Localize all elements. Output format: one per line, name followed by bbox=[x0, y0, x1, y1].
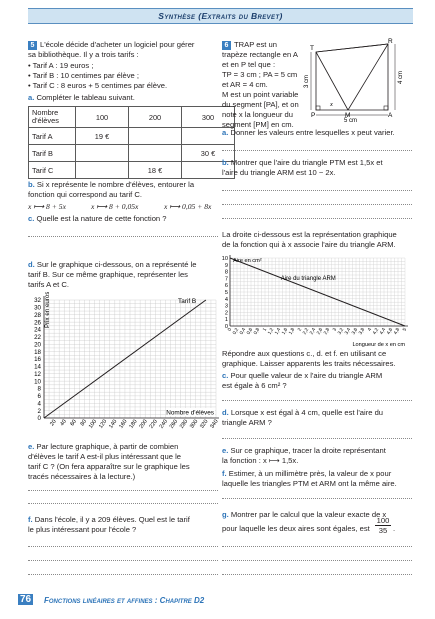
x-tick-label: 240 bbox=[158, 418, 170, 430]
ex6-question-c-1: c. Pour quelle valeur de x l'aire du triangle ARM bbox=[222, 371, 383, 380]
trapezoid-figure bbox=[302, 38, 410, 122]
fig-label-tp: 3 cm bbox=[304, 74, 310, 88]
y-tick-label: 32 bbox=[34, 297, 41, 305]
fig-label-t: T bbox=[310, 45, 314, 52]
ex5-question-e-3: tarif C ? (On fera apparaître sur le graphique les bbox=[28, 462, 190, 471]
fig-label-x: x bbox=[330, 101, 333, 108]
answer-line[interactable] bbox=[28, 574, 218, 575]
y-tick-label: 3 bbox=[224, 303, 228, 310]
x-tick-label: 3,4 bbox=[344, 327, 353, 336]
x-tick-label: 5 bbox=[402, 327, 409, 333]
fig-label-a: A bbox=[388, 112, 393, 119]
answer-line[interactable] bbox=[28, 560, 218, 561]
answer-line[interactable] bbox=[222, 546, 412, 547]
x-tick-label: 2,8 bbox=[323, 327, 332, 336]
table-cell: Nombre d'élèves bbox=[29, 107, 76, 128]
x-tick-label: 2,4 bbox=[309, 327, 318, 336]
ex5-question-e-1: e. Par lecture graphique, à partir de combien bbox=[28, 442, 179, 451]
table-row bbox=[29, 162, 235, 179]
table-cell: 100 bbox=[76, 107, 129, 128]
x-tick-label: 260 bbox=[168, 418, 180, 430]
fig-label-m: M bbox=[345, 112, 351, 119]
ex5-question-b-2: fonction qui correspond au tarif C. bbox=[28, 190, 142, 199]
y-tick-label: 12 bbox=[34, 370, 41, 378]
y-tick-label: 4 bbox=[224, 296, 228, 303]
table-row bbox=[29, 107, 235, 128]
y-tick-label: 16 bbox=[34, 356, 41, 364]
function-choice-3[interactable]: x ⟼ 0,05 + 8x bbox=[164, 202, 212, 211]
y-tick-label: 14 bbox=[34, 363, 41, 371]
ex6-question-e-1: e. Sur ce graphique, tracer la droite représentant bbox=[222, 446, 386, 455]
x-tick-label: 40 bbox=[59, 418, 68, 428]
fraction-denominator: 35 bbox=[378, 526, 388, 535]
y-tick-label: 2 bbox=[37, 407, 41, 415]
y-axis-label: Prix en euros bbox=[44, 292, 51, 328]
x-tick-label: 320 bbox=[199, 418, 210, 430]
answer-line[interactable] bbox=[28, 503, 218, 504]
x-tick-label: 180 bbox=[128, 418, 139, 430]
x-tick-label: 200 bbox=[138, 418, 149, 430]
x-tick-label: 160 bbox=[118, 418, 129, 430]
table-cell[interactable] bbox=[76, 162, 129, 179]
ex6-question-f-1: f. Estimer, à un millimètre près, la valeur de x pour bbox=[222, 469, 392, 478]
ex5-bullet-3: • Tarif C : 8 euros + 5 centimes par élève. bbox=[28, 81, 168, 90]
x-tick-label: 4,6 bbox=[386, 327, 395, 336]
y-tick-label: 24 bbox=[34, 326, 41, 334]
answer-line[interactable] bbox=[222, 190, 412, 191]
ex6-graph-intro-1: La droite ci-dessous est la représentation graphique bbox=[222, 230, 397, 239]
ex6-question-f-2: laquelle les triangles PTM et ARM ont la même aire. bbox=[222, 479, 397, 488]
x-tick-label: 4 bbox=[367, 327, 374, 333]
x-tick-label: 340 bbox=[209, 418, 220, 430]
ex6-text-8: note x la longueur du bbox=[222, 110, 293, 119]
x-tick-label: 60 bbox=[69, 418, 78, 428]
ex6-text-6: M est un point variable bbox=[222, 90, 299, 99]
ex5-question-c: c. Quelle est la nature de cette fonction ? bbox=[28, 214, 167, 223]
answer-line[interactable] bbox=[28, 490, 218, 491]
x-tick-label: 0,6 bbox=[246, 327, 255, 336]
tarif-table bbox=[28, 106, 235, 179]
fraction-numerator: 100 bbox=[376, 516, 390, 525]
ex6-graph-intro-2: de la fonction qui à x associe l'aire du triangle ARM. bbox=[222, 240, 396, 249]
table-cell: 300 bbox=[182, 107, 235, 128]
y-tick-label: 30 bbox=[34, 304, 41, 312]
table-cell: Tarif A bbox=[29, 128, 76, 145]
table-cell[interactable] bbox=[129, 128, 182, 145]
y-tick-label: 6 bbox=[224, 283, 228, 290]
y-tick-label: 6 bbox=[37, 393, 41, 401]
x-tick-label: 3,8 bbox=[358, 327, 367, 336]
x-tick-label: 0 bbox=[227, 327, 234, 333]
y-tick-label: 7 bbox=[224, 276, 228, 283]
ex6-question-g-2: pour laquelle les deux aires sont égales, est bbox=[222, 524, 370, 533]
fraction bbox=[375, 516, 391, 535]
ex5-question-d-2: tarif B. Sur ce même graphique, représenter les bbox=[28, 270, 188, 279]
ex5-question-a: a. Compléter le tableau suivant. bbox=[28, 93, 135, 102]
ex5-number: 5 bbox=[28, 41, 37, 50]
answer-line[interactable] bbox=[222, 218, 412, 219]
table-cell: 200 bbox=[129, 107, 182, 128]
ex6-text-7: du segment [PA], et on bbox=[222, 100, 299, 109]
answer-line[interactable] bbox=[222, 498, 412, 499]
y-tick-label: 26 bbox=[34, 319, 41, 327]
x-tick-label: 1,6 bbox=[281, 327, 290, 336]
fig-label-pa: 5 cm bbox=[344, 118, 358, 122]
ex6-question-b-2: l'aire du triangle ARM est 10 − 2x. bbox=[222, 168, 336, 177]
answer-line[interactable] bbox=[222, 438, 412, 439]
y-tick-label: 10 bbox=[221, 256, 228, 262]
x-tick-label: 0,4 bbox=[239, 327, 248, 336]
answer-line[interactable] bbox=[222, 574, 412, 575]
y-tick-label: 0 bbox=[37, 415, 41, 423]
answer-line[interactable] bbox=[222, 204, 412, 205]
answer-line[interactable] bbox=[222, 150, 412, 151]
y-tick-label: 20 bbox=[34, 341, 41, 349]
y-tick-label: 9 bbox=[224, 262, 228, 269]
ex5-question-b-1: b. Si x représente le nombre d'élèves, entourer la bbox=[28, 180, 195, 189]
tarif-b-label: Tarif B bbox=[178, 297, 197, 305]
y-tick-label: 4 bbox=[37, 400, 41, 408]
x-axis-label: Nombre d'élèves bbox=[166, 409, 214, 417]
area-graph[interactable] bbox=[220, 252, 416, 348]
tarif-graph[interactable] bbox=[26, 292, 222, 434]
x-tick-label: 2,6 bbox=[316, 327, 325, 336]
y-tick-label: 2 bbox=[224, 310, 228, 317]
x-tick-label: 140 bbox=[108, 418, 119, 430]
y-tick-label: 8 bbox=[224, 269, 228, 276]
ex5-intro-1: 5 L'école décide d'acheter un logiciel pour gérer bbox=[28, 40, 194, 50]
ex5-bullet-1: • Tarif A : 19 euros ; bbox=[28, 61, 94, 70]
footer-chapter: Fonctions linéaires et affines : Chapitre D2 bbox=[44, 596, 205, 605]
page-number: 76 bbox=[20, 594, 32, 605]
x-tick-label: 2 bbox=[297, 327, 304, 333]
ex6-text-2: trapèze rectangle en A bbox=[222, 50, 298, 59]
x-tick-label: 280 bbox=[179, 418, 190, 430]
table-row bbox=[29, 128, 235, 145]
ex5-question-e-4: tracés nécessaires à la lecture.) bbox=[28, 472, 136, 481]
table-cell: 18 € bbox=[129, 162, 182, 179]
ex6-question-e-2: la fonction : x ⟼ 1,5x. bbox=[222, 456, 299, 465]
x-tick-label: 0,8 bbox=[253, 327, 262, 336]
table-cell: Tarif C bbox=[29, 162, 76, 179]
ex6-text-1: 6 TRAP est un bbox=[222, 40, 277, 50]
x-tick-label: 300 bbox=[189, 418, 200, 430]
arm-line-label: Aire du triangle ARM bbox=[280, 275, 336, 282]
x-tick-label: 1,8 bbox=[288, 327, 297, 336]
x-tick-label: 0,2 bbox=[232, 327, 241, 336]
ex6-question-g-1: g. Montrer par le calcul que la valeur exacte de x bbox=[222, 510, 387, 519]
ex6-text-4: TP = 3 cm ; PA = 5 cm bbox=[222, 70, 298, 79]
y-tick-label: 8 bbox=[37, 385, 41, 393]
ex6-text-5: et AR = 4 cm. bbox=[222, 80, 268, 89]
x-tick-label: 20 bbox=[49, 418, 58, 428]
ex5-intro-2: sa bibliothèque. Il y a trois tarifs : bbox=[28, 50, 139, 59]
function-choice-1[interactable]: x ⟼ 8 + 5x bbox=[28, 202, 66, 211]
ex6-instructions-1: Répondre aux questions c., d. et f. en utilisant ce bbox=[222, 349, 387, 358]
answer-line[interactable] bbox=[28, 236, 218, 237]
ex6-question-b-1: b. Montrer que l'aire du triangle PTM est 1,5x et bbox=[222, 158, 383, 167]
ex6-question-d-2: triangle ARM ? bbox=[222, 418, 272, 427]
ex6-text-9: segment [PM] en cm. bbox=[222, 120, 294, 129]
x-axis-label: Longueur de x en cm bbox=[352, 342, 405, 348]
x-tick-label: 4,8 bbox=[393, 327, 402, 336]
ex5-bullet-2: • Tarif B : 10 centimes par élève ; bbox=[28, 71, 140, 80]
x-tick-label: 1,4 bbox=[274, 327, 283, 336]
ex5-question-f-1: f. Dans l'école, il y a 209 élèves. Quel est le tarif bbox=[28, 515, 190, 524]
ex6-question-c-2: est égale à 6 cm² ? bbox=[222, 381, 287, 390]
table-cell: Tarif B bbox=[29, 145, 76, 162]
table-cell: 19 € bbox=[76, 128, 129, 145]
fig-label-r: R bbox=[388, 38, 393, 45]
ex5-question-e-2: d'élèves le tarif A est-il plus intéressant que le bbox=[28, 452, 181, 461]
y-tick-label: 18 bbox=[34, 348, 41, 356]
ex5-question-d-1: d. Sur le graphique ci-dessous, on a représenté le bbox=[28, 260, 197, 269]
y-axis-label: Aire en cm² bbox=[233, 258, 262, 264]
ex6-text-3: et en P tel que : bbox=[222, 60, 276, 69]
y-tick-label: 1 bbox=[224, 317, 228, 324]
x-tick-label: 80 bbox=[79, 418, 89, 428]
answer-line[interactable] bbox=[222, 560, 412, 561]
table-cell: 30 € bbox=[182, 145, 235, 162]
ex5-question-d-3: tarifs A et C. bbox=[28, 280, 69, 289]
y-tick-label: 22 bbox=[34, 334, 41, 342]
y-tick-label: 0 bbox=[224, 324, 228, 330]
ex6-instructions-2: graphique. Laisser apparents les traits nécessaires. bbox=[222, 359, 396, 368]
ex6-question-d-1: d. Lorsque x est égal à 4 cm, quelle est l'aire du bbox=[222, 408, 384, 417]
ex6-number: 6 bbox=[222, 41, 231, 50]
table-cell[interactable] bbox=[129, 145, 182, 162]
ex6-question-a: a. Donner les valeurs entre lesquelles x peut varier. bbox=[222, 128, 395, 137]
x-tick-label: 100 bbox=[87, 418, 99, 430]
fig-label-p: P bbox=[311, 112, 316, 119]
x-tick-label: 3,2 bbox=[337, 327, 346, 336]
x-tick-label: 3 bbox=[332, 327, 339, 333]
fig-label-ar: 4 cm bbox=[398, 70, 404, 84]
ex5-question-f-2: le plus intéressant pour l'école ? bbox=[28, 525, 137, 534]
y-tick-label: 5 bbox=[224, 290, 228, 296]
y-tick-label: 10 bbox=[34, 378, 41, 386]
table-cell[interactable] bbox=[76, 145, 129, 162]
function-choice-2[interactable]: x ⟼ 8 + 0,05x bbox=[91, 202, 139, 211]
x-tick-label: 4,4 bbox=[379, 327, 388, 336]
x-tick-label: 1,2 bbox=[267, 327, 276, 336]
x-tick-label: 1 bbox=[262, 327, 269, 333]
answer-line[interactable] bbox=[222, 400, 412, 401]
answer-line[interactable] bbox=[28, 546, 218, 547]
x-tick-label: 120 bbox=[98, 418, 109, 430]
fraction-period: . bbox=[393, 524, 396, 533]
x-tick-label: 4,2 bbox=[372, 327, 381, 336]
x-tick-label: 3,6 bbox=[351, 327, 360, 336]
y-tick-label: 28 bbox=[34, 311, 41, 319]
page-header: Synthèse (Extraits du Brevet) bbox=[28, 8, 413, 24]
x-tick-label: 2,2 bbox=[302, 327, 311, 336]
x-tick-label: 220 bbox=[148, 418, 159, 430]
table-row bbox=[29, 145, 235, 162]
